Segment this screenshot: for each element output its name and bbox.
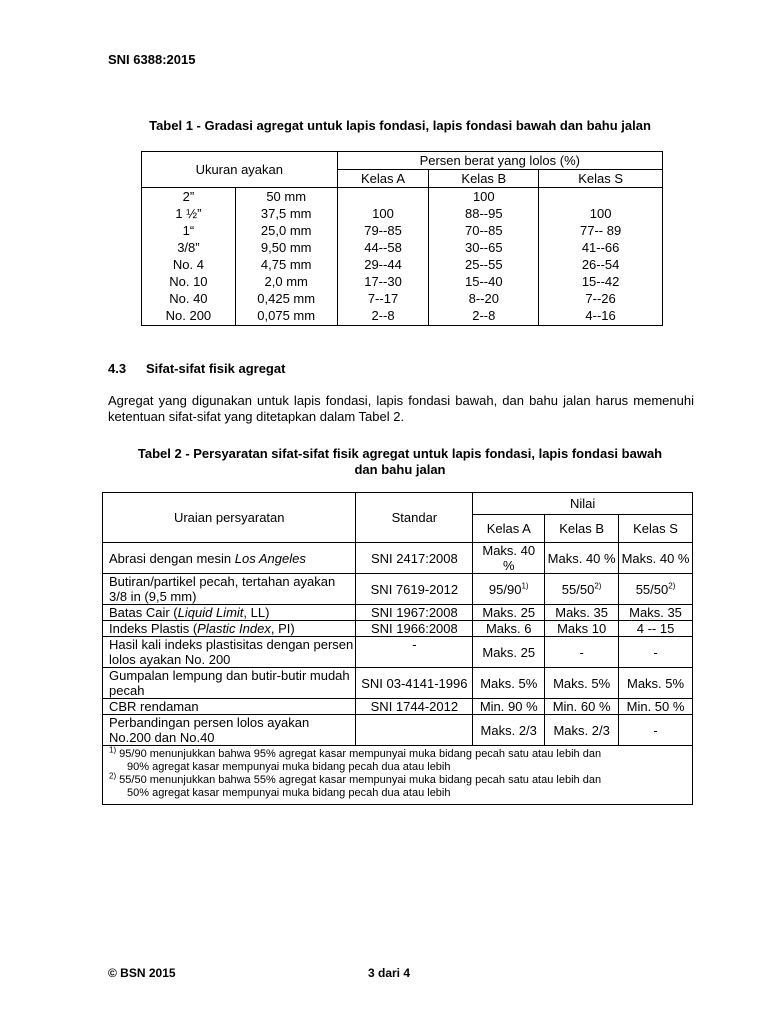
section-number: 4.3 bbox=[108, 361, 127, 376]
cell-b: 70--85 bbox=[429, 222, 539, 239]
cell-uraian bbox=[103, 621, 356, 637]
cell-a: 2--8 bbox=[337, 307, 429, 326]
cell-kelas-b bbox=[545, 621, 619, 637]
value-b: Maks 10 bbox=[557, 621, 607, 636]
value-s: Maks. 40 % bbox=[621, 550, 690, 566]
note-text: 95/90 menunjukkan bahwa 95% agregat kasar mempunyai muka bidang pecah satu atau lebih dan bbox=[116, 748, 602, 760]
cell-kelas-a bbox=[473, 699, 545, 715]
header-ukuran-ayakan: Ukuran ayakan bbox=[142, 152, 338, 188]
table-row bbox=[103, 543, 693, 574]
value-s: Min. 50 % bbox=[626, 699, 685, 714]
cell-uraian bbox=[103, 699, 356, 715]
cell-mm: 0,075 mm bbox=[235, 307, 337, 326]
table2-caption-line2: dan bahu jalan bbox=[354, 462, 446, 477]
header-kelas-b: Kelas B bbox=[545, 515, 619, 543]
value-s: - bbox=[653, 722, 658, 738]
value-a: Maks. 25 bbox=[482, 605, 536, 620]
table-row bbox=[142, 222, 663, 239]
cell-standar: - bbox=[356, 637, 473, 668]
cell-mm: 4,75 mm bbox=[235, 256, 337, 273]
cell-kelas-s bbox=[619, 621, 693, 637]
cell-kelas-s bbox=[619, 543, 693, 574]
note-2-continued: 50% agregat kasar mempunyai muka bidang pecah dua atau lebih bbox=[127, 787, 451, 799]
cell-b: 88--95 bbox=[429, 205, 539, 222]
cell-kelas-s bbox=[619, 715, 693, 746]
value-a: Maks. 25 bbox=[482, 644, 536, 660]
footer-copyright: © BSN 2015 bbox=[108, 966, 176, 980]
note-mark: 1) bbox=[109, 745, 117, 755]
uraian-text-end: , LL) bbox=[243, 605, 270, 620]
cell-sieve: 1 ½” bbox=[142, 205, 236, 222]
cell-sieve: 3/8” bbox=[142, 239, 236, 256]
cell-standar bbox=[356, 715, 473, 746]
cell-kelas-s bbox=[619, 699, 693, 715]
cell-mm: 2,0 mm bbox=[235, 273, 337, 290]
physical-properties-table bbox=[102, 492, 693, 805]
cell-b: 30--65 bbox=[429, 239, 539, 256]
cell-kelas-b bbox=[545, 668, 619, 699]
note-mark: 2) bbox=[109, 771, 117, 781]
header-nilai: Nilai bbox=[473, 493, 693, 515]
cell-kelas-b bbox=[545, 605, 619, 621]
table-row bbox=[103, 637, 693, 668]
cell-kelas-a bbox=[473, 715, 545, 746]
cell-standar: SNI 7619-2012 bbox=[356, 574, 473, 605]
uraian-text: Abrasi dengan mesin bbox=[109, 550, 235, 566]
cell-kelas-a bbox=[473, 605, 545, 621]
gradation-table bbox=[141, 151, 663, 326]
cell-kelas-s bbox=[619, 668, 693, 699]
cell-sieve: No. 4 bbox=[142, 256, 236, 273]
cell-b: 2--8 bbox=[429, 307, 539, 326]
value-b: Maks. 40 % bbox=[547, 550, 616, 566]
cell-kelas-a bbox=[473, 668, 545, 699]
cell-a: 44--58 bbox=[337, 239, 429, 256]
cell-a: 7--17 bbox=[337, 290, 429, 307]
table-row bbox=[103, 715, 693, 746]
cell-s: 4--16 bbox=[539, 307, 663, 326]
cell-s: 41--66 bbox=[539, 239, 663, 256]
uraian-text: Indeks Plastis ( bbox=[109, 621, 198, 636]
table-row bbox=[103, 621, 693, 637]
cell-sieve: No. 10 bbox=[142, 273, 236, 290]
cell-kelas-s bbox=[619, 574, 693, 605]
cell-mm: 50 mm bbox=[235, 188, 337, 206]
uraian-text: Hasil kali indeks plastisitas dengan persen lolos ayakan No. 200 bbox=[109, 637, 354, 667]
gradation-table-body bbox=[142, 188, 663, 326]
section-title: Sifat-sifat fisik agregat bbox=[146, 361, 286, 376]
cell-mm: 0,425 mm bbox=[235, 290, 337, 307]
uraian-text: CBR rendaman bbox=[109, 699, 199, 714]
table-row bbox=[103, 574, 693, 605]
table1-caption: Tabel 1 - Gradasi agregat untuk lapis fondasi, lapis fondasi bawah dan bahu jalan bbox=[149, 118, 651, 133]
value-s: Maks. 5% bbox=[627, 675, 685, 691]
value-b: Maks. 5% bbox=[553, 675, 611, 691]
cell-kelas-b bbox=[545, 574, 619, 605]
value-a: 95/90 bbox=[488, 581, 522, 597]
cell-kelas-b bbox=[545, 543, 619, 574]
table-row bbox=[142, 256, 663, 273]
table-row bbox=[142, 307, 663, 326]
cell-kelas-s bbox=[619, 637, 693, 668]
value-a: Maks. 6 bbox=[485, 621, 532, 636]
cell-uraian bbox=[103, 574, 356, 605]
value-a: Maks. 5% bbox=[480, 675, 538, 691]
uraian-text-end: , PI) bbox=[270, 621, 295, 636]
table-row bbox=[142, 273, 663, 290]
footer-page-number: 3 dari 4 bbox=[368, 966, 411, 980]
value-a: Min. 90 % bbox=[479, 699, 538, 714]
table-row bbox=[142, 188, 663, 206]
table-row bbox=[142, 205, 663, 222]
document-header: SNI 6388:2015 bbox=[108, 52, 196, 67]
cell-sieve: 2” bbox=[142, 188, 236, 206]
footnote-ref: 1) bbox=[521, 581, 529, 591]
cell-kelas-s bbox=[619, 605, 693, 621]
table-row bbox=[103, 699, 693, 715]
cell-kelas-a bbox=[473, 543, 545, 574]
cell-a: 17--30 bbox=[337, 273, 429, 290]
value-s: 4 -- 15 bbox=[636, 621, 675, 636]
value-b: Maks. 2/3 bbox=[553, 722, 610, 738]
uraian-italic: Plastic Index bbox=[197, 621, 271, 636]
cell-b: 15--40 bbox=[429, 273, 539, 290]
header-kelas-a: Kelas A bbox=[337, 170, 429, 188]
cell-standar: SNI 1966:2008 bbox=[356, 621, 473, 637]
header-kelas-b: Kelas B bbox=[429, 170, 539, 188]
table2-caption-line1: Tabel 2 - Persyaratan sifat-sifat fisik agregat untuk lapis fondasi, lapis fondasi bawah bbox=[137, 446, 663, 461]
cell-uraian bbox=[103, 605, 356, 621]
header-kelas-s: Kelas S bbox=[619, 515, 693, 543]
header-standar: Standar bbox=[356, 493, 473, 543]
cell-b: 25--55 bbox=[429, 256, 539, 273]
cell-kelas-a bbox=[473, 574, 545, 605]
header-persen-lolos: Persen berat yang lolos (%) bbox=[337, 152, 662, 170]
uraian-italic: Los Angeles bbox=[234, 550, 306, 566]
cell-uraian bbox=[103, 715, 356, 746]
value-b: Maks. 35 bbox=[555, 605, 608, 620]
cell-standar: SNI 1967:2008 bbox=[356, 605, 473, 621]
cell-s: 26--54 bbox=[539, 256, 663, 273]
cell-a: 29--44 bbox=[337, 256, 429, 273]
cell-a: 79--85 bbox=[337, 222, 429, 239]
table-row bbox=[142, 290, 663, 307]
table-notes bbox=[103, 746, 693, 805]
cell-s: 7--26 bbox=[539, 290, 663, 307]
footnote-ref: 2) bbox=[668, 581, 676, 591]
cell-s bbox=[539, 188, 663, 206]
header-kelas-a: Kelas A bbox=[473, 515, 545, 543]
cell-sieve: No. 40 bbox=[142, 290, 236, 307]
cell-uraian bbox=[103, 637, 356, 668]
cell-kelas-b bbox=[545, 715, 619, 746]
uraian-italic: Liquid Limit bbox=[177, 605, 244, 620]
value-b: 55/50 bbox=[561, 581, 595, 597]
footnote-ref: 2) bbox=[594, 581, 602, 591]
cell-s: 77-- 89 bbox=[539, 222, 663, 239]
cell-uraian bbox=[103, 543, 356, 574]
cell-a bbox=[337, 188, 429, 206]
table-row bbox=[142, 239, 663, 256]
note-2 bbox=[109, 771, 688, 787]
table2-caption bbox=[100, 446, 700, 478]
physical-properties-table-body bbox=[103, 543, 693, 746]
value-s: 55/50 bbox=[635, 581, 669, 597]
value-s: Maks. 35 bbox=[629, 605, 682, 620]
cell-a: 100 bbox=[337, 205, 429, 222]
table-row bbox=[103, 605, 693, 621]
cell-kelas-b bbox=[545, 699, 619, 715]
section-heading bbox=[108, 361, 285, 376]
section-paragraph: Agregat yang digunakan untuk lapis fondasi, lapis fondasi bawah, dan bahu jalan harus memenuhi ketentuan sifat-sifat yang ditetapkan dalam Tabel 2. bbox=[108, 393, 694, 424]
header-kelas-s: Kelas S bbox=[539, 170, 663, 188]
uraian-text: Butiran/partikel pecah, tertahan ayakan 3/8 in (9,5 mm) bbox=[109, 574, 336, 604]
value-b: Min. 60 % bbox=[552, 699, 611, 714]
cell-b: 100 bbox=[429, 188, 539, 206]
value-a: Maks. 2/3 bbox=[480, 722, 537, 738]
uraian-text: Perbandingan persen lolos ayakan No.200 dan No.40 bbox=[109, 715, 310, 745]
value-s: - bbox=[653, 644, 658, 660]
cell-standar: SNI 2417:2008 bbox=[356, 543, 473, 574]
note-1-continued: 90% agregat kasar mempunyai muka bidang pecah dua atau lebih bbox=[127, 761, 451, 773]
cell-mm: 37,5 mm bbox=[235, 205, 337, 222]
uraian-text: Batas Cair ( bbox=[109, 605, 178, 620]
header-uraian: Uraian persyaratan bbox=[103, 493, 356, 543]
cell-sieve: 1“ bbox=[142, 222, 236, 239]
table-row bbox=[103, 668, 693, 699]
cell-sieve: No. 200 bbox=[142, 307, 236, 326]
cell-standar: SNI 1744-2012 bbox=[356, 699, 473, 715]
cell-s: 100 bbox=[539, 205, 663, 222]
cell-kelas-a bbox=[473, 621, 545, 637]
note-1 bbox=[109, 745, 688, 761]
value-a: Maks. 40 % bbox=[482, 543, 536, 573]
cell-kelas-a bbox=[473, 637, 545, 668]
cell-b: 8--20 bbox=[429, 290, 539, 307]
note-text: 55/50 menunjukkan bahwa 55% agregat kasar mempunyai muka bidang pecah satu atau lebih dan bbox=[116, 774, 602, 786]
cell-mm: 25,0 mm bbox=[235, 222, 337, 239]
cell-uraian bbox=[103, 668, 356, 699]
value-b: - bbox=[579, 644, 584, 660]
cell-s: 15--42 bbox=[539, 273, 663, 290]
uraian-text: Gumpalan lempung dan butir-butir mudah pecah bbox=[109, 668, 350, 698]
cell-mm: 9,50 mm bbox=[235, 239, 337, 256]
cell-standar: SNI 03-4141-1996 bbox=[356, 668, 473, 699]
cell-kelas-b bbox=[545, 637, 619, 668]
